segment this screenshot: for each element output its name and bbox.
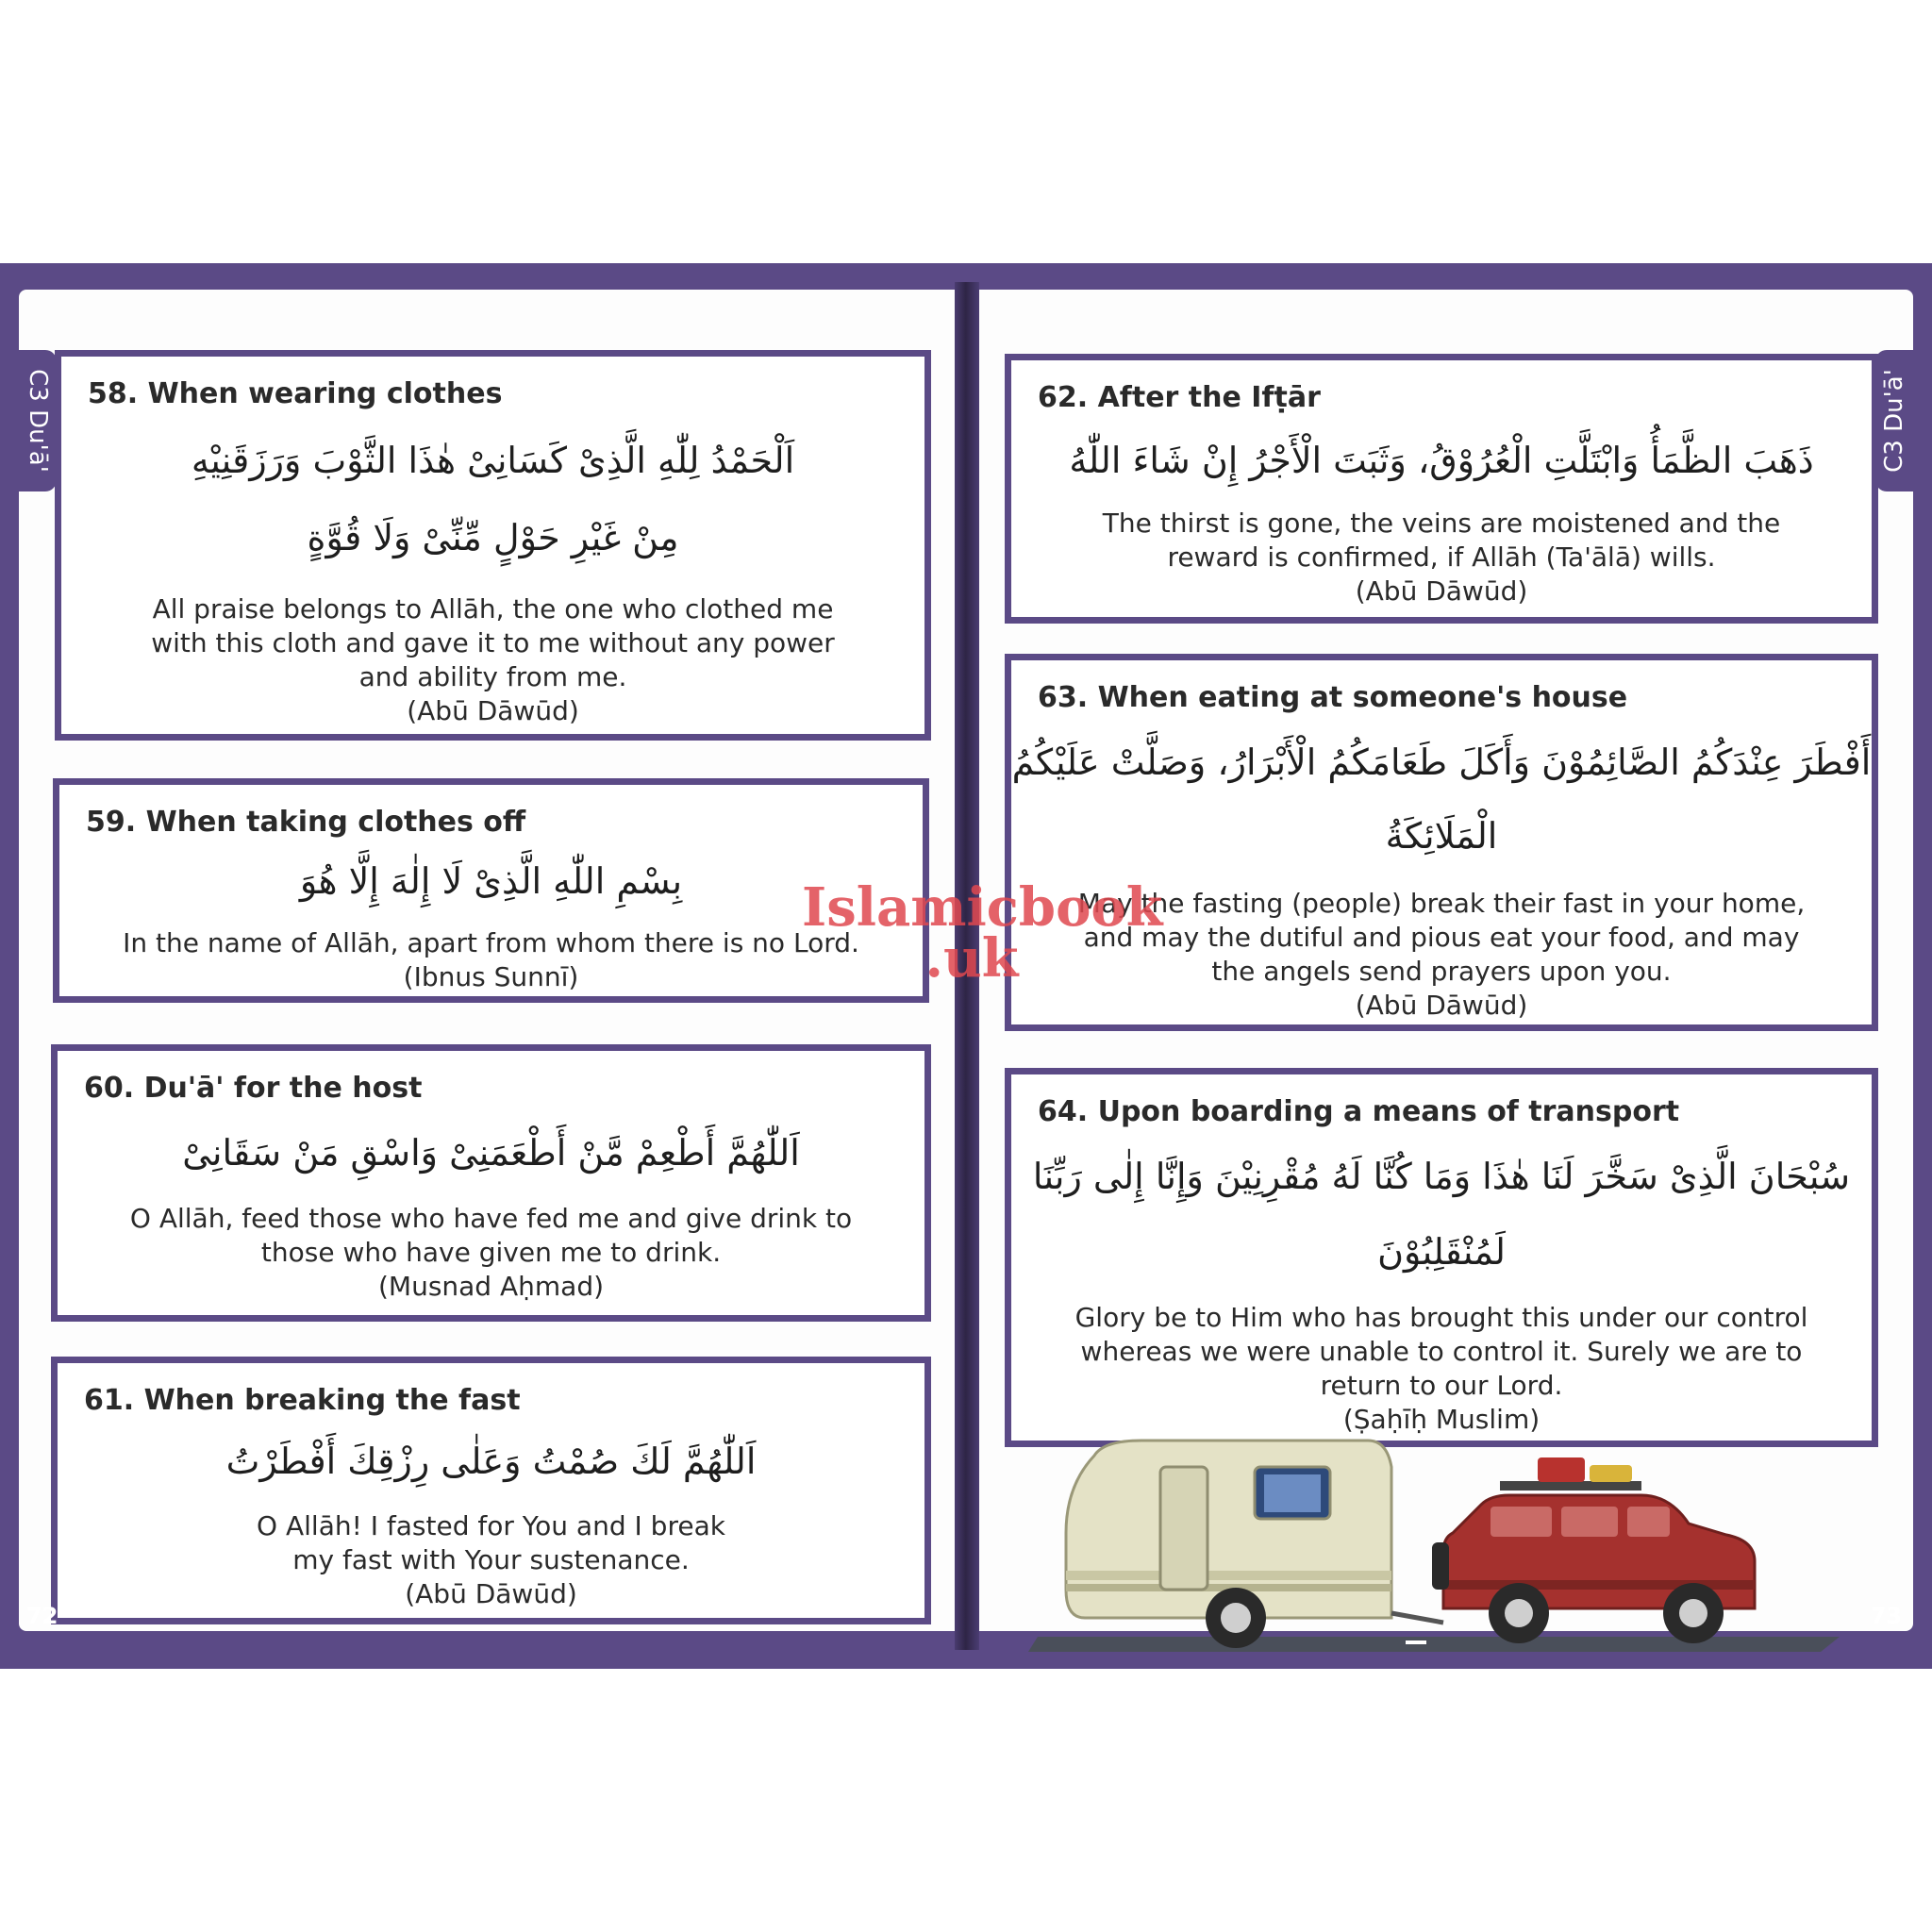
- translation-line: my fast with Your sustenance.: [292, 1544, 690, 1575]
- road-shadow: [1028, 1637, 1840, 1652]
- source-reference: (Ibnus Sunnī): [403, 961, 579, 992]
- english-translation: [58, 1509, 924, 1611]
- source-reference: (Abū Dāwūd): [405, 1578, 577, 1609]
- roof-luggage: [1590, 1465, 1632, 1482]
- car-window: [1491, 1507, 1552, 1537]
- translation-line: those who have given me to drink.: [260, 1237, 722, 1268]
- dua-card-60: [51, 1044, 931, 1322]
- page-number-right: 73: [1870, 1603, 1902, 1629]
- roof-luggage: [1538, 1457, 1585, 1482]
- car-wheel-rear: [1489, 1583, 1549, 1643]
- spare-tire: [1432, 1542, 1449, 1590]
- dua-card-59: [53, 778, 929, 1003]
- translation-line: with this cloth and gave it to me without any power: [151, 627, 835, 658]
- page-number-left: 72: [26, 1603, 58, 1629]
- watermark: [802, 876, 1163, 990]
- left-section-tab-label: C3 Du'ā': [24, 369, 52, 473]
- english-translation: [59, 926, 923, 994]
- arabic-text: اَللّٰهُمَّ لَكَ صُمْتُ وَعَلٰى رِزْقِكَ أَفْطَرْتُ: [225, 1441, 757, 1482]
- dua-title: 58. When wearing clothes: [88, 377, 503, 410]
- watermark-line2: .uk: [924, 927, 1019, 990]
- source-reference: (Musnad Aḥmad): [377, 1271, 605, 1302]
- roof-rack: [1500, 1481, 1641, 1491]
- translation-line: The thirst is gone, the veins are moistened and the: [1102, 508, 1781, 539]
- english-translation: [58, 1202, 924, 1304]
- car-window: [1561, 1507, 1618, 1537]
- arabic-text: اَللّٰهُمَّ أَطْعِمْ مَّنْ أَطْعَمَنِىْ وَاسْقِ مَنْ سَقَانِىْ: [182, 1132, 800, 1174]
- translation-line: and ability from me.: [358, 661, 627, 692]
- dua-title: 60. Du'ā' for the host: [84, 1072, 423, 1105]
- right-section-tab: [1875, 350, 1913, 491]
- arabic-text: بِسْمِ اللّٰهِ الَّذِىْ لَا إِلٰهَ إِلَّا هُوَ: [299, 860, 683, 902]
- dua-title: 62. After the Ifṭār: [1038, 381, 1321, 414]
- translation-line: May the fasting (people) break their fast in your home,: [1077, 888, 1806, 919]
- road-marking: [1406, 1641, 1426, 1644]
- english-translation: [61, 592, 924, 728]
- dua-card-64: [1005, 1068, 1878, 1447]
- dua-title: 61. When breaking the fast: [84, 1384, 521, 1417]
- translation-line: and may the dutiful and pious eat your food, and may: [1083, 922, 1800, 953]
- right-section-tab-label: C3 Du'ā': [1880, 369, 1908, 473]
- translation-line: return to our Lord.: [1320, 1370, 1563, 1401]
- source-reference: (Abū Dāwūd): [1355, 990, 1528, 1021]
- caravan-wheel: [1206, 1588, 1266, 1648]
- dua-card-58: [55, 350, 931, 741]
- car-towing-caravan-illustration: [1028, 1429, 1858, 1656]
- translation-line: O Allāh! I fasted for You and I break: [257, 1510, 725, 1541]
- arabic-text: لَمُنْقَلِبُوْنَ: [1377, 1231, 1506, 1273]
- arabic-text: أَفْطَرَ عِنْدَكُمُ الصَّائِمُوْنَ وَأَكَلَ طَعَامَكُمُ الْأَبْرَارُ، وَصَلَّتْ عَلَيْكُمُ: [1011, 741, 1872, 783]
- translation-line: whereas we were unable to control it. Surely we are to: [1080, 1336, 1803, 1367]
- translation-line: Glory be to Him who has brought this under our control: [1074, 1302, 1808, 1333]
- translation-line: O Allāh, feed those who have fed me and give drink to: [129, 1203, 853, 1234]
- arabic-text: اَلْحَمْدُ لِلّٰهِ الَّذِىْ كَسَانِىْ هٰذَا الثَّوْبَ وَرَزَقَنِيْهِ: [191, 440, 795, 481]
- dua-title: 59. When taking clothes off: [86, 806, 526, 839]
- translation-line: reward is confirmed, if Allāh (Ta'ālā) wills.: [1167, 541, 1716, 573]
- left-section-tab: [19, 350, 57, 491]
- source-reference: (Abū Dāwūd): [407, 695, 579, 726]
- arabic-text: الْمَلَائِكَةُ: [1385, 815, 1498, 857]
- car-window: [1627, 1507, 1670, 1537]
- arabic-text: ذَهَبَ الظَّمَأُ وَابْتَلَّتِ الْعُرُوْقُ، وَثَبَتَ الْأَجْرُ إِنْ شَاءَ اللّٰهُ: [1069, 440, 1814, 481]
- dua-title: 64. Upon boarding a means of transport: [1038, 1095, 1680, 1128]
- car-wheel-front: [1663, 1583, 1724, 1643]
- arabic-text: مِنْ غَيْرِ حَوْلٍ مِّنِّىْ وَلَا قُوَّةٍ: [307, 517, 679, 558]
- translation-line: the angels send prayers upon you.: [1211, 956, 1672, 987]
- caravan-door: [1160, 1467, 1208, 1590]
- dua-card-62: [1005, 354, 1878, 624]
- watermark-line1: Islamicbook: [802, 876, 1163, 939]
- arabic-text: سُبْحَانَ الَّذِىْ سَخَّرَ لَنَا هٰذَا وَمَا كُنَّا لَهُ مُقْرِنِيْنَ وَإِنَّا إِلٰى رَبِّنَا: [1032, 1156, 1851, 1197]
- english-translation: [1011, 507, 1872, 608]
- dua-card-61: [51, 1357, 931, 1624]
- source-reference: (Abū Dāwūd): [1355, 575, 1528, 607]
- red-car: [1432, 1457, 1755, 1608]
- translation-line: All praise belongs to Allāh, the one who clothed me: [152, 593, 834, 625]
- source-reference: (Ṣaḥīḥ Muslim): [1342, 1404, 1541, 1435]
- english-translation: [1011, 1301, 1872, 1437]
- dua-title: 63. When eating at someone's house: [1038, 681, 1628, 714]
- translation-line: In the name of Allāh, apart from whom there is no Lord.: [123, 927, 859, 958]
